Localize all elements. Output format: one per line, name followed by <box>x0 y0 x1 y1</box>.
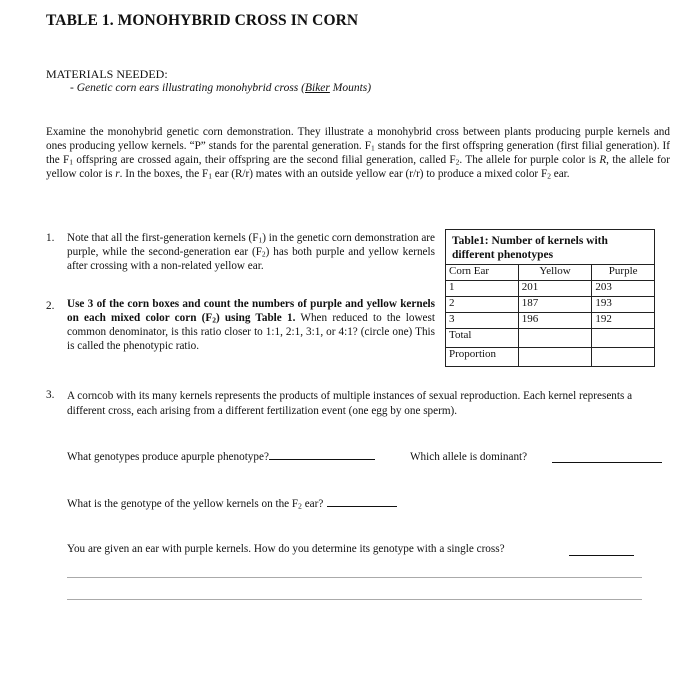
table-title: Table1: Number of kernels with different phenotypes <box>446 230 655 265</box>
purple-genotype-question: What genotypes produce apurple phenotype? <box>67 451 375 463</box>
question-1-text: Note that all the first-generation kernels $(F_1)$ in the genetic corn demonstration are purple, while the second-generation ear $(F_2)$ has both purple and yellow kernels after crossing with a non-related yellow ear. <box>67 232 435 272</box>
kernel-count-table <box>445 229 655 367</box>
answer-line[interactable] <box>67 577 642 578</box>
table-cell[interactable]: 193 <box>592 297 655 313</box>
page-title: TABLE 1. MONOHYBRID CROSS IN CORN <box>46 12 359 29</box>
dominant-allele-question: Which allele is dominant? <box>410 451 528 463</box>
materials-link: Biker <box>304 82 330 94</box>
table-header-corn-ear: Corn Ear <box>446 265 519 281</box>
table-cell: Proportion <box>446 348 519 367</box>
table-cell[interactable]: 187 <box>518 297 592 313</box>
yellow-genotype-answer-blank[interactable] <box>327 506 397 507</box>
purple-genotype-answer-blank[interactable] <box>269 459 375 460</box>
table-row <box>446 281 655 297</box>
table-header-purple: Purple <box>592 265 655 281</box>
yellow-genotype-question: What is the genotype of the yellow kernels on the $F_2$ ear? <box>67 498 397 510</box>
table-row <box>446 329 655 348</box>
question-1-number: 1. <box>46 232 55 244</box>
single-cross-answer-blank[interactable] <box>569 555 634 556</box>
table-row <box>446 313 655 329</box>
table-cell[interactable] <box>518 348 592 367</box>
table-row <box>446 348 655 367</box>
table-header-yellow: Yellow <box>518 265 592 281</box>
table-cell[interactable] <box>592 348 655 367</box>
question-2-text: Use 3 of the corn boxes and count the numbers of purple and yellow kernels on each mixed color corn $(F_2)$ using Table 1. When reduced to the lowest common denominator, is this ratio closer to 1:1, 2:1, 3:1, or 4:1? (circle one) This is called the phenotypic ratio. <box>67 298 435 352</box>
table-row <box>446 297 655 313</box>
table-cell: Total <box>446 329 519 348</box>
intro-paragraph: Examine the monohybrid genetic corn demonstration. They illustrate a monohybrid cross between plants producing purple kernels and ones producing yellow kernels. “P” stands for the parental generation. $F_1$ stands for the first offspring generation (first filial generation). If the $F_1$ offspring are crossed again, their offspring are the second filial generation, called $F_2$. The allele for purple color is R, the allele for yellow color is r. In the boxes, the $F_1$ ear (R/r) mates with an outside yellow ear (r/r) to produce a mixed color $F_2$ ear. <box>46 126 671 181</box>
question-2-number: 2. <box>46 300 55 312</box>
single-cross-question: You are given an ear with purple kernels. How do you determine its genotype with a single cross? <box>67 543 505 555</box>
table-cell[interactable]: 192 <box>592 313 655 329</box>
table-cell[interactable] <box>518 329 592 348</box>
table-cell[interactable]: 201 <box>518 281 592 297</box>
dominant-allele-answer-blank[interactable] <box>552 462 662 463</box>
table-cell[interactable] <box>592 329 655 348</box>
question-3-text: A corncob with its many kernels represents the products of multiple instances of sexual reproduction. Each kernel represents a different cross, each arising from a different fertilization event (one egg by one sperm). <box>67 390 633 417</box>
table-cell[interactable]: 196 <box>518 313 592 329</box>
answer-line[interactable] <box>67 599 642 600</box>
table-cell: 2 <box>446 297 519 313</box>
table-cell: 1 <box>446 281 519 297</box>
materials-item: - Genetic corn ears illustrating monohybrid cross (Biker Mounts) <box>70 82 372 94</box>
materials-heading: MATERIALS NEEDED: <box>46 67 168 81</box>
table-cell: 3 <box>446 313 519 329</box>
question-3-number: 3. <box>46 389 55 401</box>
table-cell[interactable]: 203 <box>592 281 655 297</box>
